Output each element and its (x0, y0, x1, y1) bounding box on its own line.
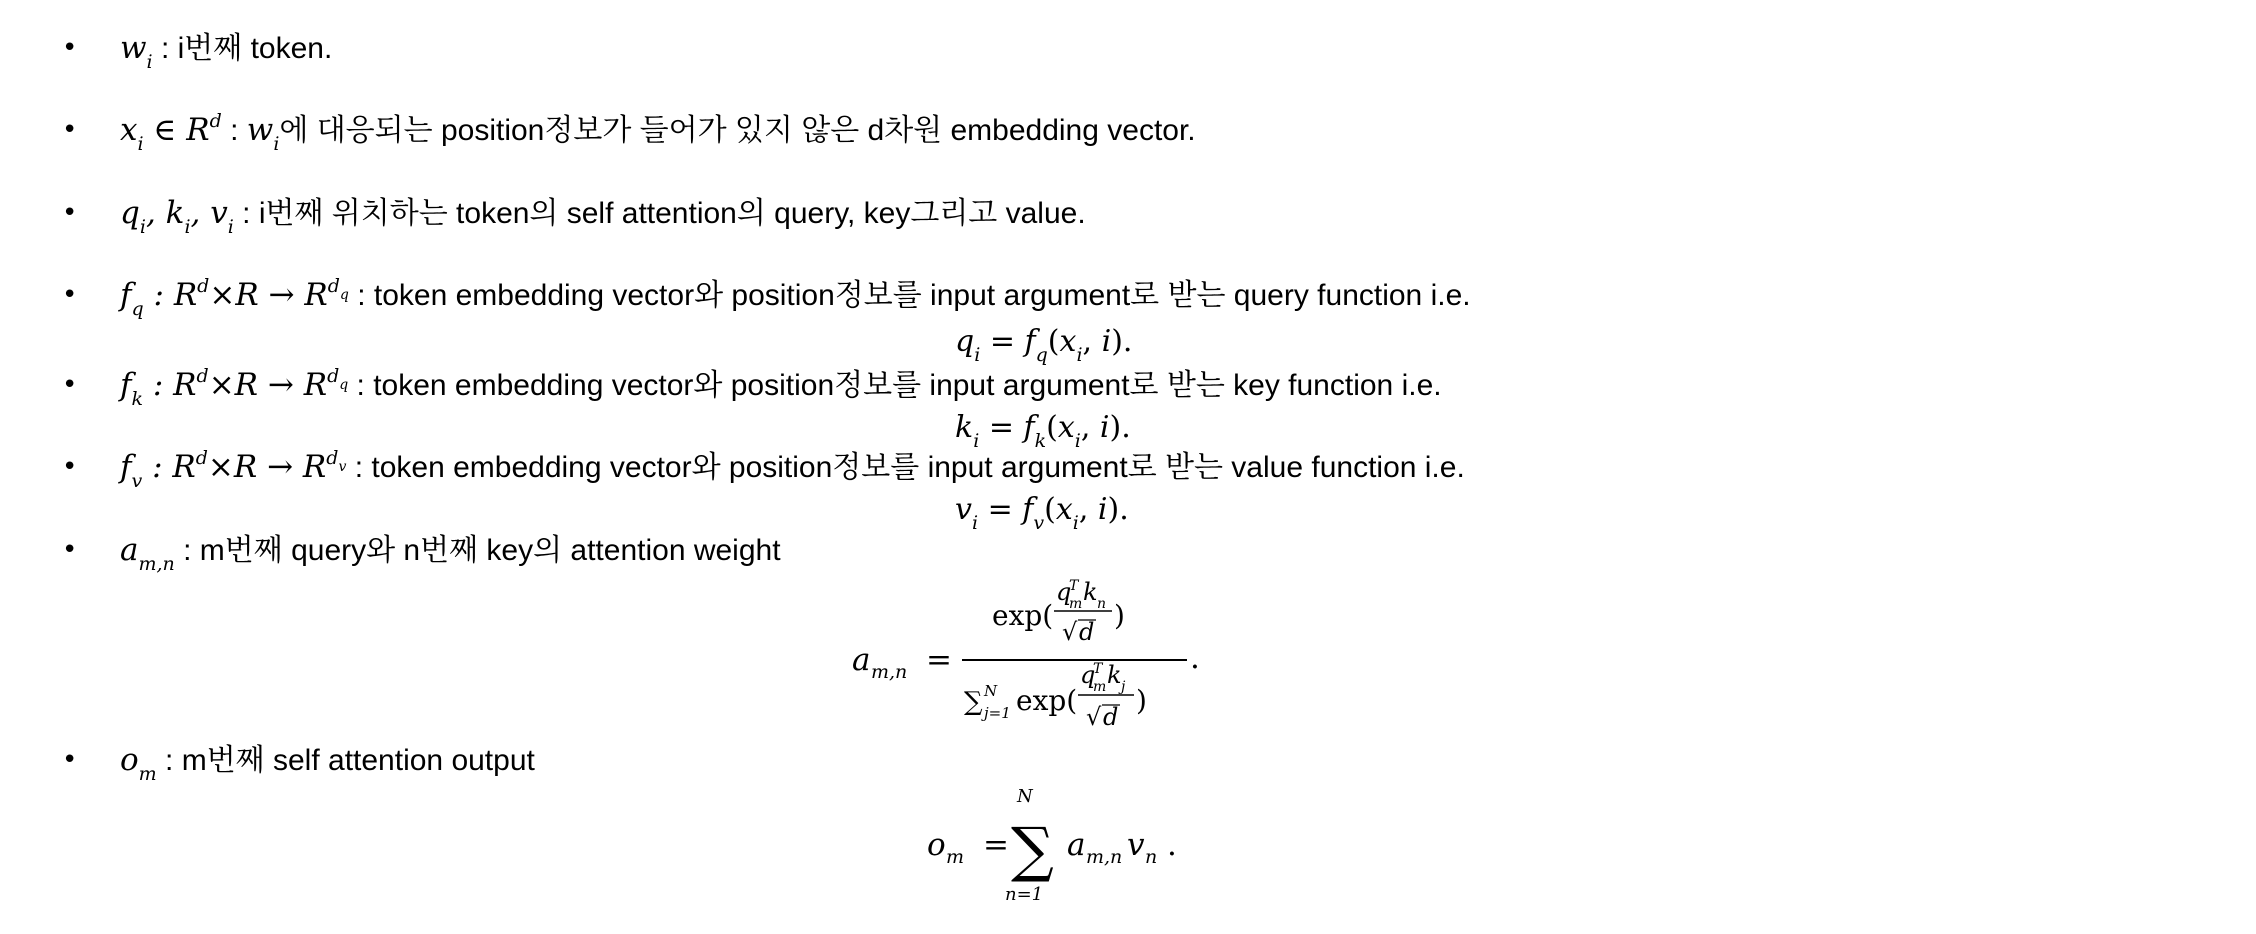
list-item (0, 355, 2256, 415)
equation-q-i: $q_i = f_q(x_i$, i). (955, 324, 1133, 366)
item-7-text: : m번째 query와 n번째 key의 attention weight (174, 534, 781, 567)
bullet: • (62, 115, 78, 145)
item-2-line (120, 100, 1196, 161)
svg-text:n: n (1097, 596, 1107, 612)
svg-text:∑: ∑ (964, 687, 983, 717)
math-qkv: $q_i$, $k_i$, $v_i$ (120, 195, 234, 239)
math-w-i: $w_i$ (246, 112, 280, 156)
equation-output (915, 780, 1215, 910)
math-fq-signature: $f_q$ : $R^d\times R \to R^{d_q}$ (120, 274, 349, 321)
svg-text:j=1: j=1 (984, 704, 1011, 722)
svg-text:q: q (1080, 661, 1096, 689)
bullet: • (62, 198, 78, 228)
item-3-text: : i번째 위치하는 token의 self attention의 query, key그리고 value. (233, 197, 1086, 230)
svg-text:n: n (1145, 846, 1158, 868)
list-item (0, 265, 2256, 325)
math-fk-signature: $f_k$ : $R^d\times R \to R^{d_q}$ (120, 364, 349, 411)
item-5-text: : token embedding vector와 position정보를 input argument로 받는 key function i.e. (348, 369, 1442, 402)
math-w-i: $w_i$ (120, 30, 153, 74)
list-item (0, 183, 2256, 243)
math-fv-signature: $f_v$ : $R^d\times R \to R^{d_v}$ (120, 446, 347, 493)
item-1-line (120, 18, 332, 79)
svg-text:): ) (1136, 684, 1147, 717)
svg-text:m: m (1069, 596, 1083, 612)
svg-text:q: q (1056, 578, 1072, 606)
svg-text:d: d (1103, 703, 1119, 731)
svg-text:.: . (1167, 827, 1177, 863)
svg-text:k: k (1107, 661, 1122, 689)
svg-text:N: N (984, 682, 998, 700)
svg-text:j: j (1121, 679, 1126, 695)
list-item (0, 100, 2256, 160)
svg-text:): ) (1114, 599, 1125, 632)
item-8-text: : m번째 self attention output (156, 744, 535, 777)
item-5-line (120, 355, 1442, 416)
list-item (0, 437, 2256, 497)
svg-text:d: d (1079, 618, 1095, 646)
math-x-in-rd: $x_i$ ∈ $R^d$ (120, 109, 222, 156)
svg-text:exp(: exp( (992, 599, 1054, 632)
bullet: • (62, 280, 78, 310)
svg-text:m,n: m,n (1086, 846, 1123, 868)
item-3-line (120, 183, 1086, 244)
list-item (0, 18, 2256, 78)
svg-text:n=1: n=1 (1005, 884, 1044, 905)
math-a-mn: $a_{m,n}$ (120, 532, 175, 576)
svg-text:T: T (1093, 661, 1103, 677)
svg-text:o: o (927, 827, 946, 863)
equation-attention-weight (840, 568, 1220, 748)
equation-k-i: $k_i = f_k(x_i$, i). (955, 410, 1131, 452)
item-4-text: : token embedding vector와 position정보를 input argument로 받는 query function i.e. (348, 279, 1471, 312)
bullet: • (62, 452, 78, 482)
svg-text:√: √ (1062, 618, 1078, 646)
item-2-text-a: : (221, 114, 247, 147)
item-7-line (120, 520, 781, 581)
svg-text:exp(: exp( (1016, 684, 1078, 717)
item-1-text: : i번째 token. (152, 32, 333, 65)
svg-text:.: . (1190, 640, 1200, 676)
bullet: • (62, 745, 78, 775)
svg-text:a: a (1067, 827, 1086, 863)
bullet: • (62, 370, 78, 400)
item-8-line (120, 730, 535, 791)
svg-text:∑: ∑ (1011, 815, 1054, 885)
item-6-text: : token embedding vector와 position정보를 input argument로 받는 value function i.e. (346, 451, 1465, 484)
svg-text:k: k (1083, 578, 1098, 606)
svg-text:=: = (983, 827, 1009, 863)
svg-text:a: a (852, 642, 871, 678)
item-6-line (120, 437, 1465, 498)
item-2-text-b: 에 대응되는 position정보가 들어가 있지 않은 d차원 embedding vector. (279, 114, 1196, 147)
svg-text:√: √ (1086, 703, 1102, 731)
svg-text:m: m (946, 846, 965, 868)
svg-text:m,n: m,n (871, 661, 908, 683)
bullet: • (62, 33, 78, 63)
math-o-m: $o_m$ (120, 742, 157, 786)
svg-text:v: v (1127, 827, 1145, 863)
svg-text:T: T (1069, 578, 1079, 594)
svg-text:N: N (1017, 786, 1033, 807)
item-4-line (120, 265, 1471, 326)
svg-text:=: = (926, 642, 952, 678)
equation-v-i: $v_i = f_v(x_i$, i). (955, 492, 1129, 534)
bullet: • (62, 535, 78, 565)
svg-text:m: m (1093, 679, 1107, 695)
